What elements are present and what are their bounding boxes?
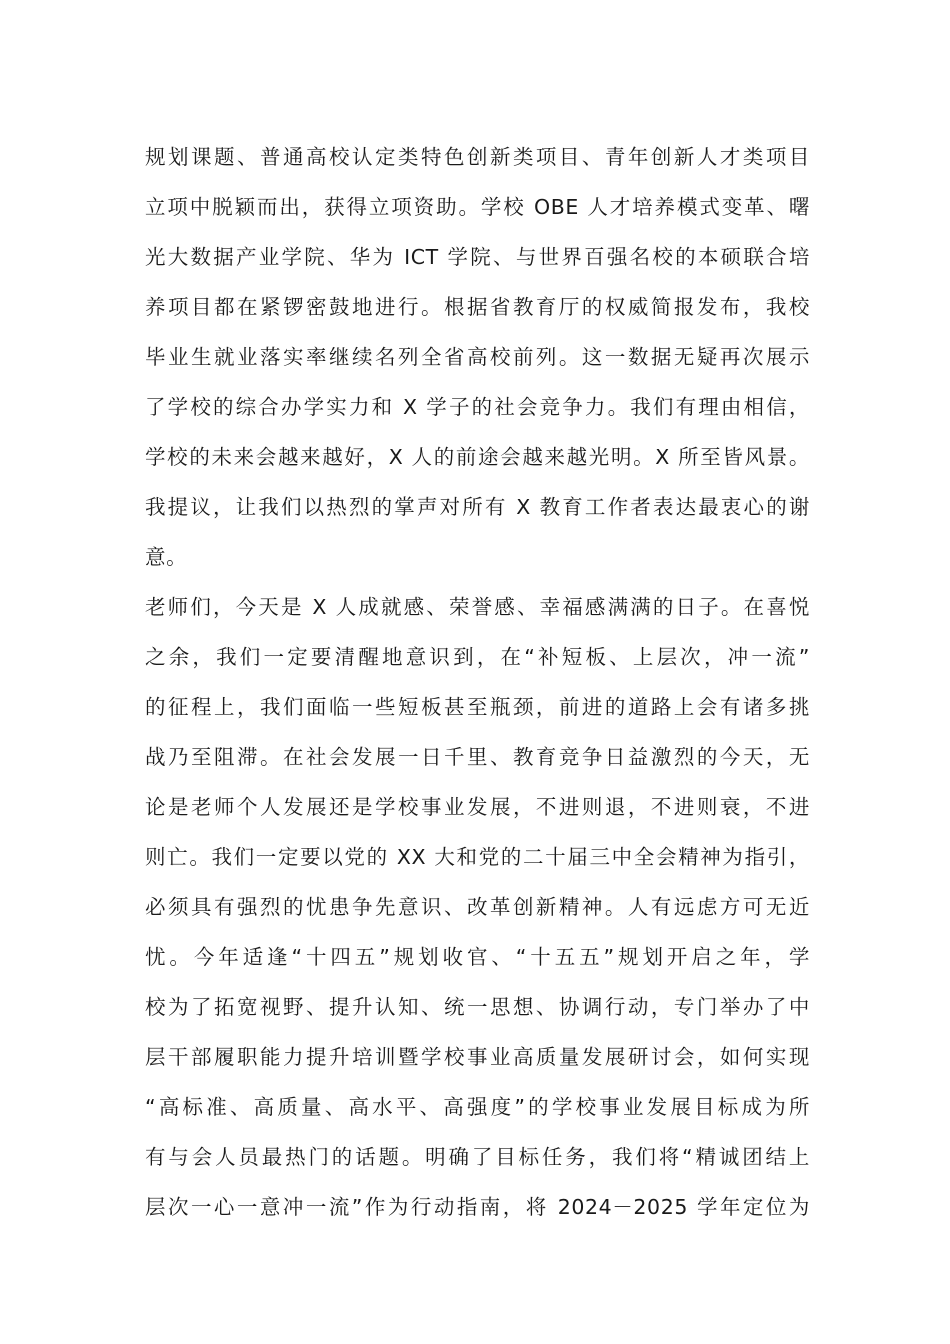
text-line: 则亡。我们一定要以党的 XX 大和党的二十届三中全会精神为指引， <box>145 845 810 869</box>
text-line: 老师们，今天是 X 人成就感、荣誉感、幸福感满满的日子。在喜悦 <box>145 595 810 619</box>
text-line: “高标准、高质量、高水平、高强度”的学校事业发展目标成为所 <box>145 1095 810 1119</box>
text-line: 论是老师个人发展还是学校事业发展，不进则退，不进则衰，不进 <box>145 795 810 819</box>
text-line: 层次一心一意冲一流”作为行动指南，将 2024－2025 学年定位为 <box>145 1195 810 1219</box>
text-line: 层干部履职能力提升培训暨学校事业高质量发展研讨会，如何实现 <box>145 1045 810 1069</box>
text-line: 必须具有强烈的忧患争先意识、改革创新精神。人有远虑方可无近 <box>145 895 810 919</box>
text-line: 规划课题、普通高校认定类特色创新类项目、青年创新人才类项目 <box>145 145 810 169</box>
text-line: 忧。今年适逢“十四五”规划收官、“十五五”规划开启之年，学 <box>145 945 810 969</box>
text-line: 我提议，让我们以热烈的掌声对所有 X 教育工作者表达最衷心的谢 <box>145 495 810 519</box>
body-text <box>145 132 810 1232</box>
text-line: 养项目都在紧锣密鼓地进行。根据省教育厅的权威简报发布，我校 <box>145 295 810 319</box>
text-line: 立项中脱颖而出，获得立项资助。学校 OBE 人才培养模式变革、曙 <box>145 195 810 219</box>
text-line: 学校的未来会越来越好，X 人的前途会越来越光明。X 所至皆风景。 <box>145 445 810 469</box>
text-line: 的征程上，我们面临一些短板甚至瓶颈，前进的道路上会有诸多挑 <box>145 695 810 719</box>
text-line: 了学校的综合办学实力和 X 学子的社会竞争力。我们有理由相信， <box>145 395 810 419</box>
text-line: 之余，我们一定要清醒地意识到，在“补短板、上层次，冲一流” <box>145 645 810 669</box>
text-line: 毕业生就业落实率继续名列全省高校前列。这一数据无疑再次展示 <box>145 345 810 369</box>
text-line: 意。 <box>145 545 188 569</box>
text-line: 战乃至阻滞。在社会发展一日千里、教育竞争日益激烈的今天，无 <box>145 745 810 769</box>
text-line: 有与会人员最热门的话题。明确了目标任务，我们将“精诚团结上 <box>145 1145 810 1169</box>
text-line: 校为了拓宽视野、提升认知、统一思想、协调行动，专门举办了中 <box>145 995 810 1019</box>
text-line: 光大数据产业学院、华为 ICT 学院、与世界百强名校的本硕联合培 <box>145 245 810 269</box>
